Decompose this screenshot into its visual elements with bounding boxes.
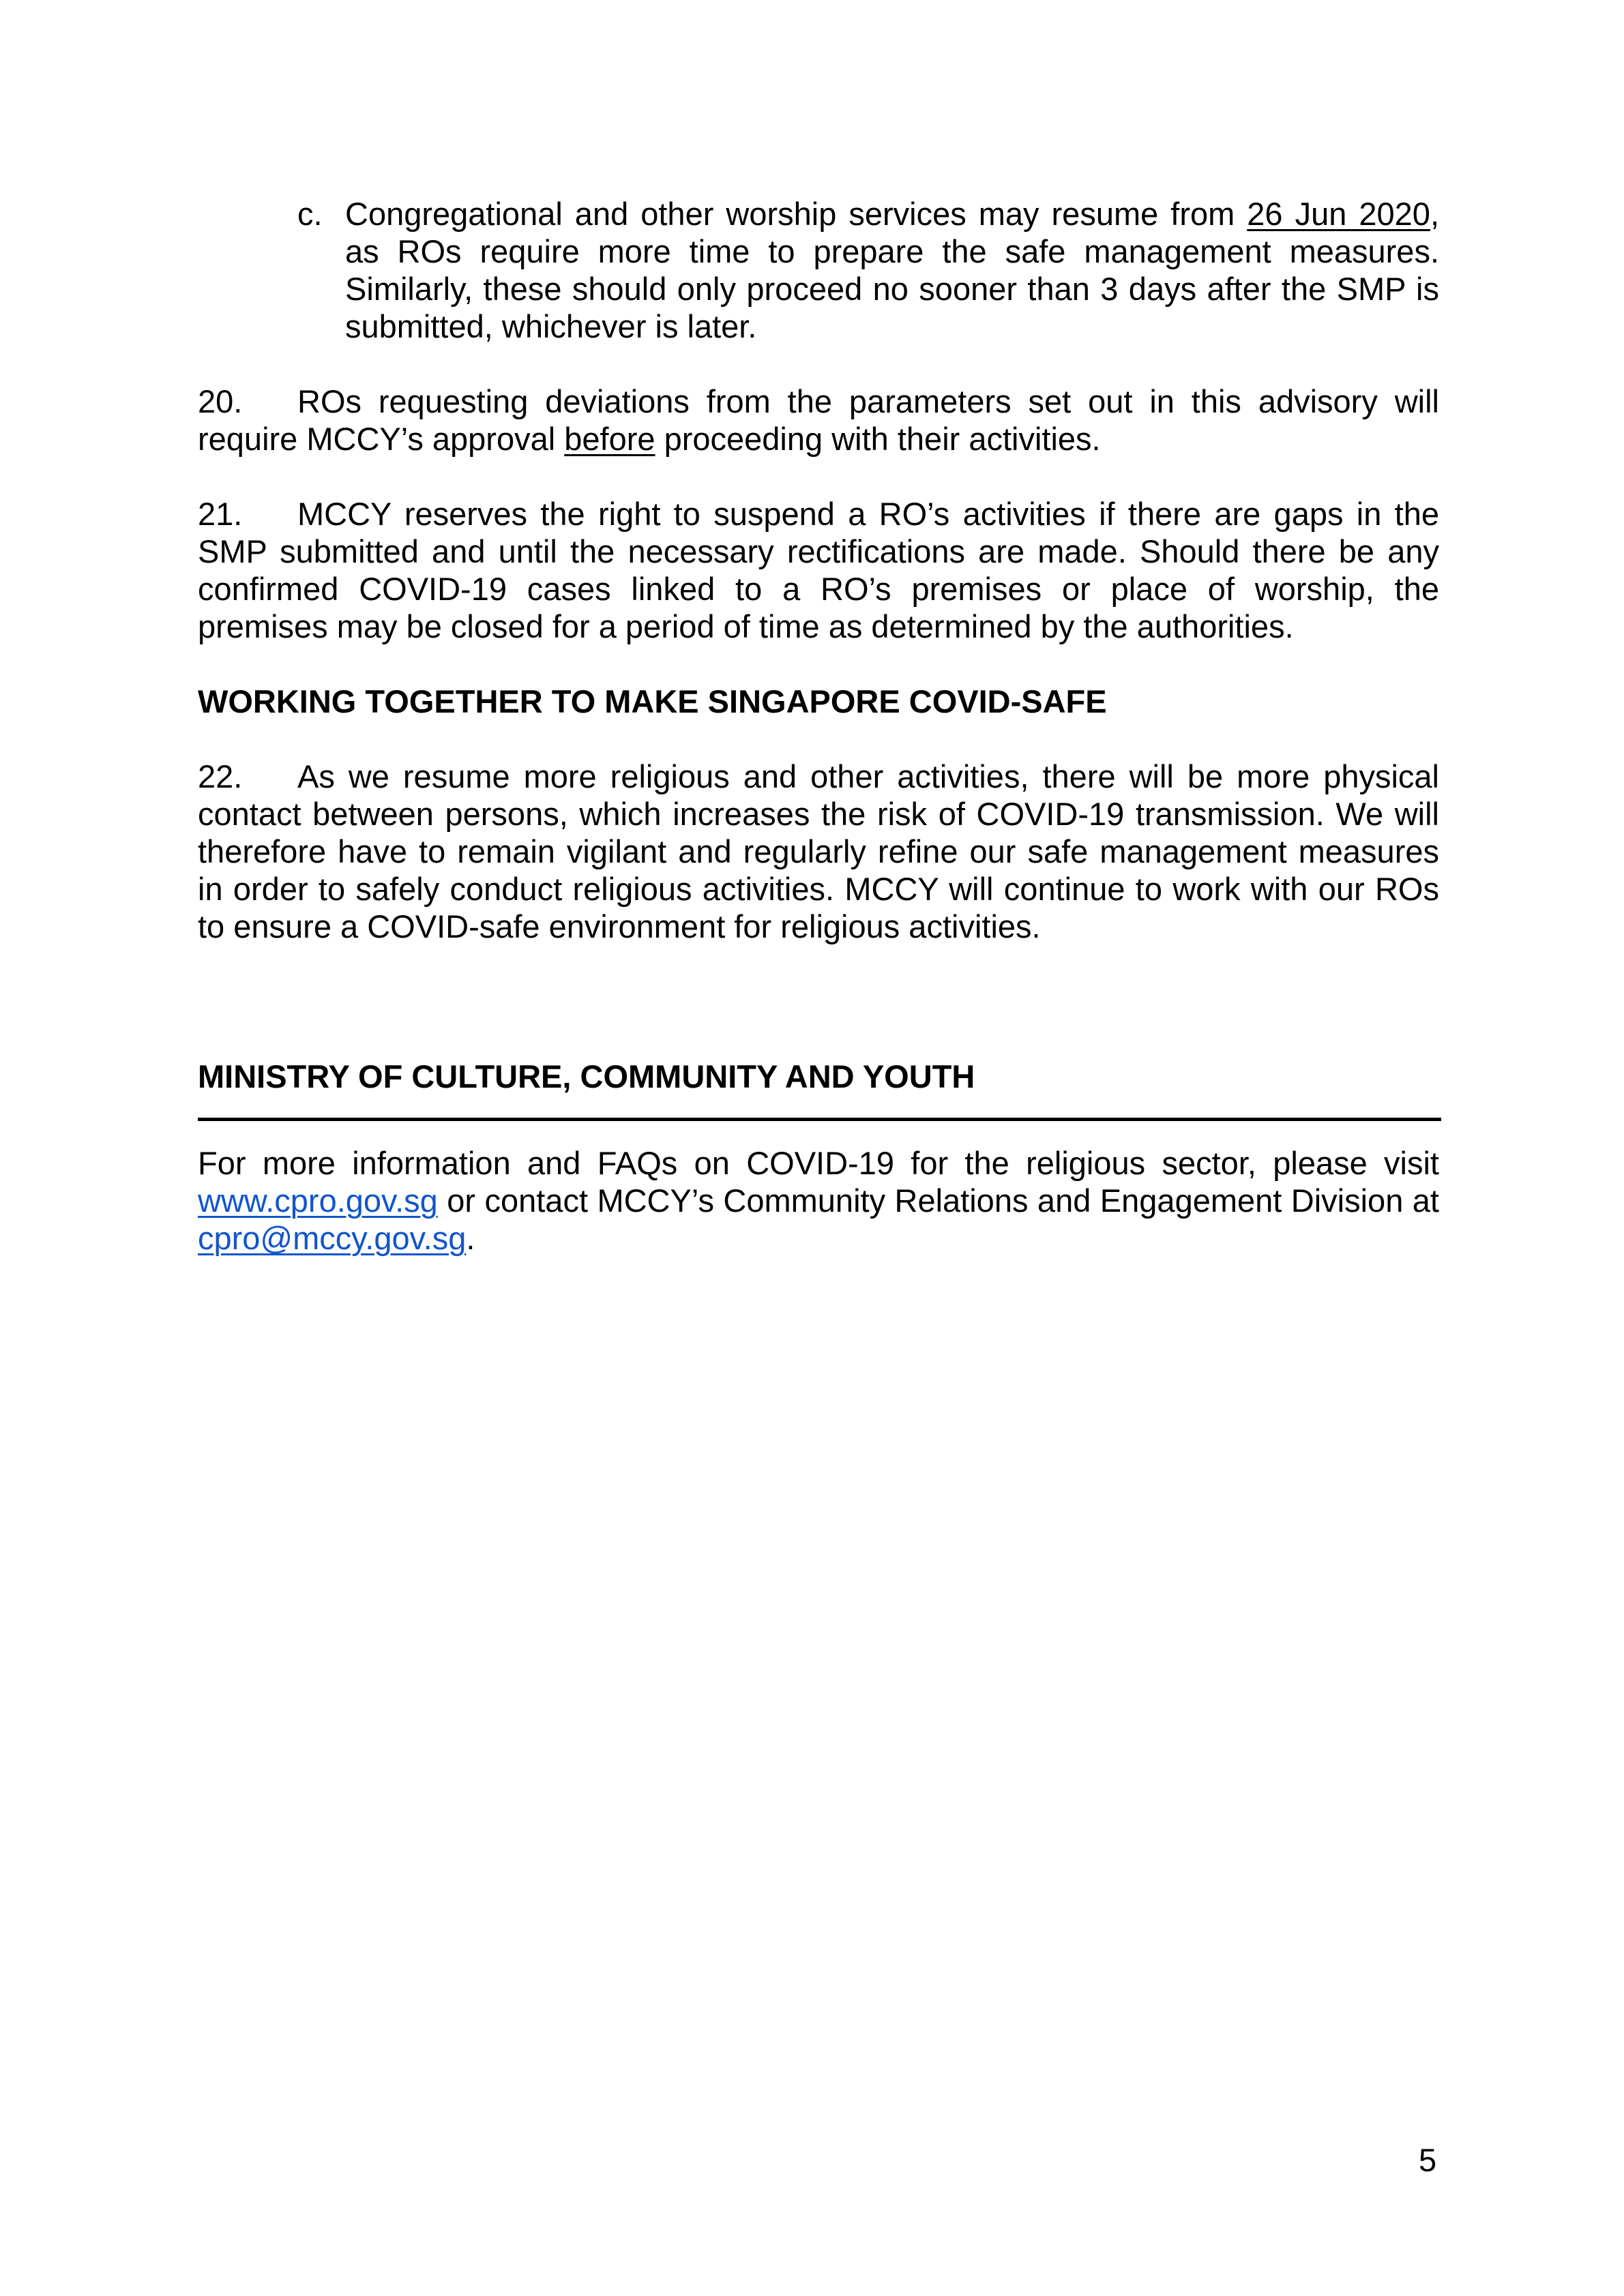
- paragraph-20-text-start: ROs requesting deviations from the parameters set out in this advisory will require MCCY’s approval: [198, 383, 1439, 457]
- footer-text-end: .: [466, 1220, 475, 1256]
- footer-text-middle: or contact MCCY’s Community Relations and Engagement Division at: [437, 1182, 1439, 1219]
- paragraph-21: [198, 495, 1439, 645]
- list-marker: c.: [297, 196, 323, 232]
- resume-date: 26 Jun 2020: [1247, 196, 1430, 232]
- paragraph-number: 22.: [198, 758, 243, 794]
- horizontal-rule: [198, 1118, 1441, 1121]
- paragraph-number: 20.: [198, 383, 243, 419]
- paragraph-20: [198, 383, 1439, 458]
- paragraph-22-text: As we resume more religious and other activities, there will be more physical contact between persons, which increases the risk of COVID-19 transmission. We will therefore have to remain vigilant and regularly refine our safe management measures in order to safely conduct religious activities. MCCY will continue to work with our ROs to ensure a COVID-safe environment for religious activities.: [198, 758, 1439, 944]
- document-body: [198, 195, 1439, 1257]
- item-c-text-end: , as ROs require more time to prepare the safe management measures. Similarly, these should only proceed no sooner than 3 days after the SMP is submitted, whichever is later.: [345, 196, 1440, 344]
- footer-text-start: For more information and FAQs on COVID-19 for the religious sector, please visit: [198, 1145, 1439, 1181]
- section-heading-working-together: WORKING TOGETHER TO MAKE SINGAPORE COVID-SAFE: [198, 683, 1107, 719]
- ministry-heading: MINISTRY OF CULTURE, COMMUNITY AND YOUTH: [198, 1058, 975, 1094]
- emphasis-before: before: [564, 421, 655, 457]
- email-link[interactable]: cpro@mccy.gov.sg: [198, 1220, 467, 1256]
- footer-info-paragraph: [198, 1144, 1439, 1257]
- paragraph-number: 21.: [198, 496, 243, 532]
- paragraph-21-text: MCCY reserves the right to suspend a RO’s activities if there are gaps in the SMP submitted and until the necessary rectifications are made. Should there be any confirmed COVID-19 cases linked to a RO’s premises or place of worship, the premises may be closed for a period of time as determined by the authorities.: [198, 496, 1439, 644]
- page-number: 5: [1419, 2142, 1437, 2178]
- list-item-c: [198, 195, 1439, 345]
- item-c-text-start: Congregational and other worship services may resume from: [345, 196, 1247, 232]
- paragraph-20-text-end: proceeding with their activities.: [655, 421, 1101, 457]
- website-link[interactable]: www.cpro.gov.sg: [198, 1182, 438, 1219]
- paragraph-22: [198, 758, 1439, 945]
